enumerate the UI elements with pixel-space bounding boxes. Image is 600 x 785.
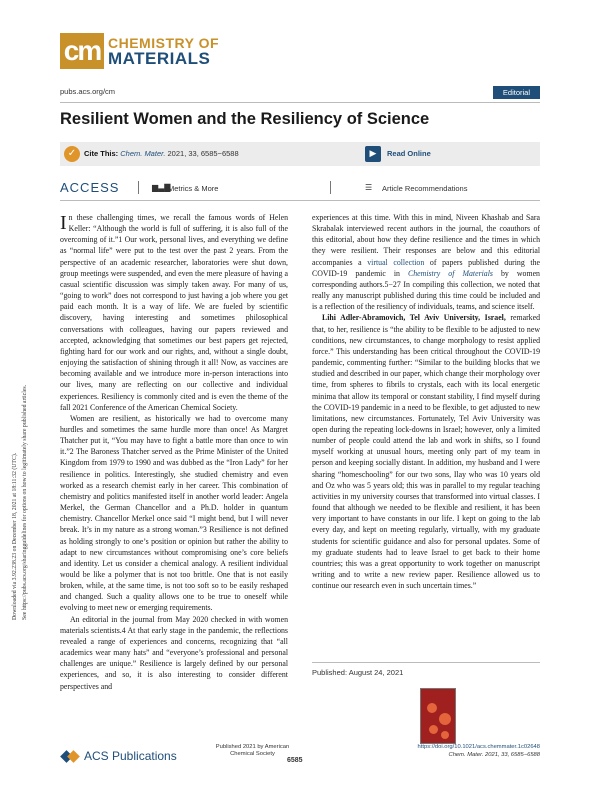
paragraph-text: experiences at this time. With this in mind, Niveen Khashab and Sara Skrabalak interviewed recent authors in the journal, the coauthors of this editorial, about how they define resilience and the times in which they were resilient. Their responses are below and this editorial accompanies a — [312, 213, 540, 267]
journal-link[interactable]: Chemistry of Materials — [408, 268, 493, 278]
journal-cover-image[interactable] — [420, 688, 456, 744]
article-title: Resilient Women and the Resiliency of Science — [60, 110, 430, 128]
cover-decoration — [427, 703, 437, 713]
paragraph-text: remarked that, to her, resilience is “the ability to be flexible to be adjusted to new conditions, new circumstances, to change morphology to resist applied force.” This understanding has been critical throughout the COVID-19 pandemic, commenting further: “Similar to the building blocks that we studied and described in our paper, which change their morphology over time, from spheres to fibrils to crystals, each with its local energetic minima that allow its temporal or constant stability, I find myself during the COVID-19 pandemic in a need to be flexible, to get adjusted to new limitations, new circumstances. Fortunately, Tel Aviv University was open during the repeating lock-downs in Israel; however, only a limited number of people could attend the lab and work in shifts, so I found myself working at unusual hours, meeting only part of my team in person and keeping socially distant. In addition, my husband and I were sharing “homeschooling” for our two sons, Ilay who was 10 years old and Oz who was 5 years old; this was in parallel to my regular teaching activities in my university courses that transformed into virtual classes. I found that although we needed to be flexible and resilient, it has been very important to have constants in our life. I kept on going to the lab every day, and kept on meeting regularly, virtually, with my graduate students for scientific guidance and also for personal updates. Some of my graduate students had to leave Israel to get back to their home countries; this was a great opportunity to work together on manuscript writing and to write a new review paper. Resilience allowed us to continue our research even in such uncertain times.” — [312, 313, 541, 591]
cover-decoration — [441, 731, 449, 739]
body-column-left — [60, 212, 288, 692]
doi-link[interactable]: https://doi.org/10.1021/acs.chemmater.1c02648 — [417, 744, 540, 750]
paragraph-text: of papers published during the COVID-19 pandemic in — [312, 257, 540, 278]
journal-logo-mark: cm — [60, 33, 104, 69]
journal-logo-text — [108, 36, 219, 66]
cite-label: Cite This: — [84, 149, 119, 158]
article-list-icon[interactable]: ☰ — [365, 183, 373, 192]
divider — [312, 662, 540, 663]
paragraph-text: n these challenging times, we recall the famous words of Helen Keller: “Although the world is full of suffering, it is also full of the overcoming of it.”1 Our work, personal lives, and everything we define as “normal life” were put to the test over the past 2 years. From the perspective of an academic researcher, laboratories were shut down, group meetings were suspended, and even the mere pleasure of having a casual scientific discussion was simply taken away. For many of us, “going to work” does not correspond to just having a job where you get paid each month. It is a way of life. We are fueled by scientific discovery, having interesting and sometimes philosophical conversations with colleagues, having our papers reviewed and accepted, acknowledging that sometimes our best papers get rejected, fighting hard for our work and our rights, and, without a single doubt, enjoying the satisfaction of shining through it all! Now, as vaccines are becoming available and we introduce more in-person interactions into our lives, many are reflecting on our collective and individual experiences. Resiliency is commonly cited and is even the theme of the fall 2021 Conference of the American Chemical Society. — [60, 213, 288, 412]
publisher-name: ACS Publications — [84, 749, 177, 763]
read-online-icon[interactable]: ▶ — [365, 146, 381, 162]
cite-bar — [60, 142, 540, 166]
read-online-link[interactable]: Read Online — [387, 149, 431, 158]
cite-icon[interactable]: ✓ — [64, 146, 80, 162]
virtual-collection-link[interactable]: virtual collection — [367, 257, 425, 267]
published-date: Published: August 24, 2021 — [312, 668, 404, 677]
cite-details: 2021, 33, 6585−6588 — [167, 149, 239, 158]
paragraph: An editorial in the journal from May 2020 checked in with women materials scientists.4 At that early stage in the pandemic, the reflections revealed a range of experiences and concerns, recognizing that “all academics wear many hats” and “everyone’s professional and personal challenges are unique.” Resilience is largely defined by our personal experiences, and so, it is also interesting to consider different perspectives and — [60, 614, 288, 691]
cite-text — [84, 149, 239, 158]
acs-logo-icon — [60, 748, 80, 764]
published-note: Published 2021 by American Chemical Society — [215, 744, 290, 757]
top-bar — [60, 86, 540, 100]
divider — [60, 200, 540, 201]
paragraph — [312, 212, 540, 312]
access-bar — [60, 180, 540, 196]
body-column-right — [312, 212, 540, 591]
drop-cap: I — [60, 212, 67, 234]
journal-logo-line2: MATERIALS — [108, 49, 211, 68]
download-note-line1: Downloaded via 3.92.238.23 on December 18, 2021 at 18:11:32 (UTC). — [12, 452, 18, 620]
paragraph — [60, 212, 288, 413]
divider — [138, 181, 139, 194]
divider — [330, 181, 331, 194]
access-label: ACCESS — [60, 180, 120, 195]
recommendations-link[interactable]: Article Recommendations — [382, 184, 468, 193]
metrics-link[interactable]: Metrics & More — [168, 184, 219, 193]
download-note-line2[interactable]: See https://pubs.acs.org/sharingguidelines for options on how to legitimately share published articles. — [22, 384, 28, 620]
paragraph-text: by women corresponding authors.5−27 In compiling this collection, we noted that really any manuscript published during this time could be included and is a reflection of the resiliency of individuals, teams, and science itself. — [312, 268, 540, 312]
cite-journal[interactable]: Chem. Mater. — [120, 149, 166, 158]
download-note — [12, 200, 42, 620]
page-number: 6585 — [287, 757, 303, 764]
journal-url[interactable]: pubs.acs.org/cm — [60, 87, 116, 96]
interviewee-name: Lihi Adler-Abramovich, Tel Aviv University, Israel, — [322, 313, 506, 323]
journal-logo[interactable] — [60, 32, 219, 70]
article-type-badge: Editorial — [493, 86, 540, 99]
bar-chart-icon[interactable]: ▆▃▇ — [152, 183, 171, 192]
divider — [60, 102, 540, 103]
footer-citation-text: Chem. Mater. 2021, 33, 6585−6588 — [448, 751, 540, 758]
acs-publications-logo[interactable] — [60, 748, 177, 764]
cover-decoration — [439, 713, 451, 725]
paragraph — [312, 312, 540, 591]
cover-decoration — [429, 725, 438, 734]
footer-citation — [418, 744, 540, 759]
journal-logo-line1: CHEMISTRY OF — [108, 35, 220, 51]
paragraph: Women are resilient, as historically we had to overcome many hurdles and sometimes the same hurdle more than once! As Margret Thatcher put it, “You may have to fight a battle more than once to win it.”2 The Baroness Thatcher served as the Prime Minister of the United Kingdom from 1979 to 1990 and was dubbed as the “Iron Lady” for her resilience in politics. Interestingly, she studied chemistry and even worked as a research chemist early in her career. This combination of chemistry and politics manifested itself in another world leader: Angela Merkel, the German Chancellor and a Ph.D. holder in quantum chemistry. Chancellor Merkel once said “I might bend, but I will never break. It’s in my nature as a strong woman.”3 Resilience is not defined as holding strongly to one’s position or opinion but rather the ability to adapt to new circumstances without compromising one’s core beliefs and identity. Let us consider a chemical analogy. A resilient individual would be like a polymer that is not too brittle. One that is not easily broken, while, at the same time, is not too soft so to be easily reshaped and changed. Such a quality allows one to be true to oneself while evolving to meet new or emerging requirements. — [60, 413, 288, 613]
